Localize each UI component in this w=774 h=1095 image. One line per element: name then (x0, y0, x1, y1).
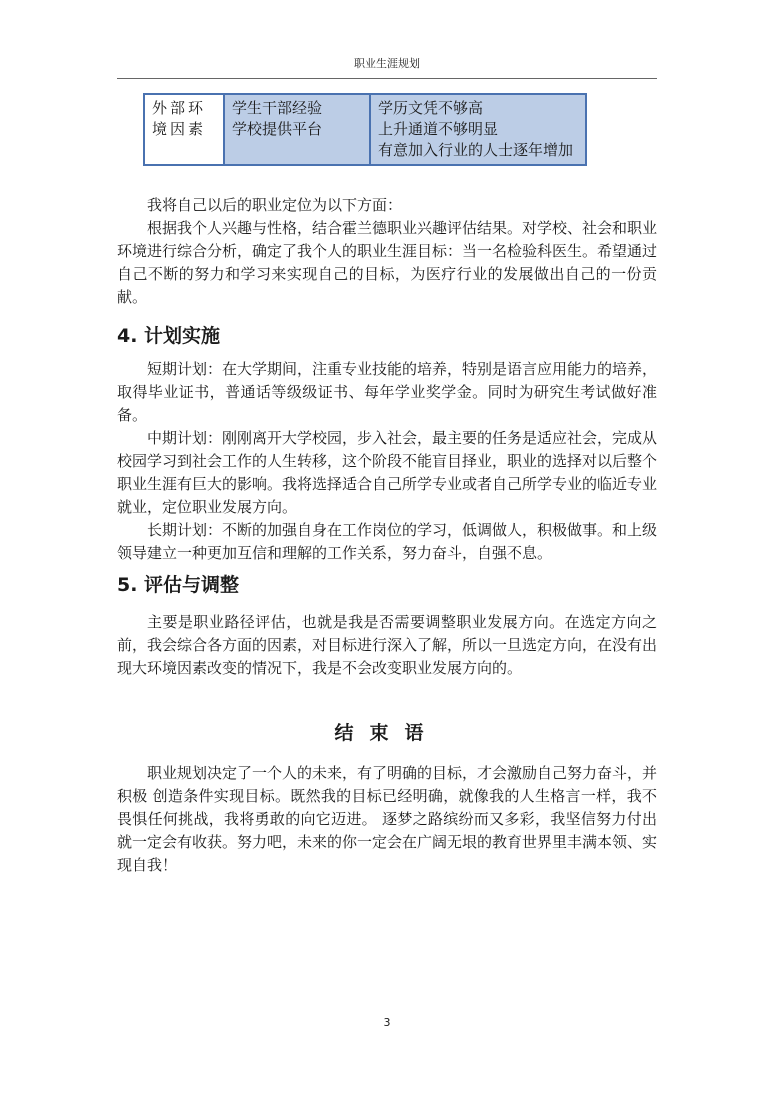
strength-item: 学校提供平台 (232, 120, 323, 138)
weakness-item: 上升通道不够明显 (378, 120, 499, 138)
weakness-item: 学历文凭不够高 (378, 99, 484, 117)
page-header: 职业生涯规划 (354, 57, 420, 70)
closing-body: 职业规划决定了一个人的未来，有了明确的目标，才会激励自己努力奋斗，并积极 创造条件实现目标。既然我的目标已经明确，就像我的人生格言一样，我不畏惧任何挑战，我将勇敢的向它迈进。 逐梦之路缤纷而又多彩，我坚信努力付出就一定会有收获。努力吧，未来的你一定会在广阔无垠的教育世界里丰满本领、实现自我！ (117, 764, 658, 874)
short-term-plan: 短期计划：在大学期间，注重专业技能的培养，特别是语言应用能力的培养，取得毕业证书，普通话等级级证书、每年学业奖学金。同时为研究生考试做好准备。 (117, 360, 658, 424)
positioning-intro: 我将自己以后的职业定位为以下方面： (147, 196, 403, 214)
table-row (144, 94, 586, 165)
positioning-body: 根据我个人兴趣与性格，结合霍兰德职业兴趣评估结果。对学校、社会和职业环境进行综合分析，确定了我个人的职业生涯目标：当一名检验科医生。希望通过自己不断的努力和学习来实现自己的目标，为医疗行业的发展做出自己的一份贡献。 (117, 219, 658, 306)
mid-term-plan: 中期计划：刚刚离开大学校园，步入社会，最主要的任务是适应社会，完成从校园学习到社会工作的人生转移，这个阶段不能盲目择业，职业的选择对以后整个职业生涯有巨大的影响。我将选择适合自己所学专业或者自己所学专业的临近专业就业，定位职业发展方向。 (117, 429, 658, 516)
evaluation-section (117, 611, 657, 680)
long-term-plan: 长期计划：不断的加强自身在工作岗位的学习，低调做人，积极做事。和上级领导建立一种更加互信和理解的工作关系，努力奋斗，自强不息。 (117, 521, 658, 562)
weakness-item: 有意加入行业的人士逐年增加 (378, 141, 574, 159)
page-number: 3 (383, 1016, 391, 1029)
closing-title: 结束语 (334, 722, 440, 744)
closing-section (117, 762, 657, 877)
row-label-cell: 外部环境因素 (144, 94, 224, 165)
weaknesses-cell (370, 94, 586, 165)
strength-item: 学生干部经验 (232, 99, 323, 117)
section-heading-plan: 4. 计划实施 (117, 325, 221, 347)
plan-section (117, 358, 657, 565)
strengths-cell (224, 94, 370, 165)
section-heading-evaluation: 5. 评估与调整 (117, 574, 240, 596)
environment-factors-table (143, 93, 587, 166)
evaluation-body: 主要是职业路径评估，也就是我是否需要调整职业发展方向。在选定方向之前，我会综合各方面的因素，对目标进行深入了解，所以一旦选定方向，在没有出现大环境因素改变的情况下，我是不会改变职业发展方向的。 (117, 613, 658, 677)
header-divider (117, 78, 657, 79)
positioning-section (117, 194, 657, 309)
